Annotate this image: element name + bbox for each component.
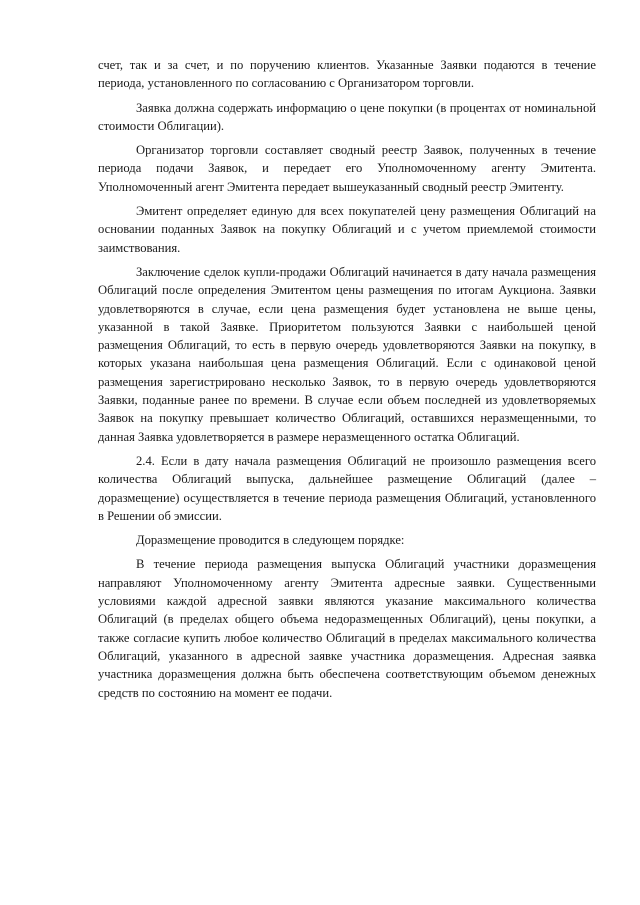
paragraph-7: Доразмещение проводится в следующем порядке: [136, 533, 405, 548]
paragraph-2: Заявка должна содержать информацию о цене покупки (в процентах от номинальной стоимости Облигации). [98, 100, 596, 133]
paragraph-4: Эмитент определяет единую для всех покупателей цену размещения Облигаций на основании поданных Заявок на покупку Облигаций и с учетом приемлемой стоимости заимствования. [98, 204, 596, 255]
paragraph-1: счет, так и за счет, и по поручению клиентов. Указанные Заявки подаются в течение периода, установленного по согласованию с Организатором торговли. [98, 58, 596, 91]
paragraph-3: Организатор торговли составляет сводный реестр Заявок, полученных в течение периода подачи Заявок, и передает его Уполномоченному агенту Эмитента. Уполномоченный агент Эмитента передает вышеуказанный сводный реестр Эмитенту. [98, 143, 596, 194]
paragraph-8: В течение периода размещения выпуска Облигаций участники доразмещения направляют Уполномоченному агенту Эмитента адресные заявки. Существенными условиями каждой адресной заявки являются указание максимального количества Облигаций (в пределах общего объема недоразмещенных Облигаций), цены покупки, а также согласие купить любое количество Облигаций в пределах максимального количества Облигаций, указанного в адресной заявке участника доразмещения. Адресная заявка участника доразмещения должна быть обеспечена соответствующим объемом денежных средств по состоянию на момент ее подачи. [98, 557, 596, 700]
section-2-4-paragraph: 2.4. Если в дату начала размещения Облигаций не произошло размещения всего количества Облигаций выпуска, дальнейшее размещение Облигаций (далее – доразмещение) осуществляется в течение периода размещения Облигаций, установленного в Решении об эмиссии. [98, 453, 596, 523]
document-page [98, 56, 596, 706]
paragraph-5: Заключение сделок купли-продажи Облигаций начинается в дату начала размещения Облигаций после определения Эмитентом цены размещения по итогам Аукциона. Заявки удовлетворяются в случае, если цена размещения будет установлена не выше цены, указанной в такой Заявке. Приоритетом пользуются Заявки с наибольшей ценой размещения Облигаций, то есть в первую очередь удовлетворяются Заявки на покупку, в которых указана наибольшая цена размещения Облигаций. Если с одинаковой ценой размещения зарегистрировано несколько Заявок, то в первую очередь удовлетворяются Заявки, поданные ранее по времени. В случае если объем последней из удовлетворяемых Заявок на покупку превышает количество Облигаций, оставшихся неразмещенными, то данная Заявка удовлетворяется в размере неразмещенного остатка Облигаций. [98, 264, 596, 444]
